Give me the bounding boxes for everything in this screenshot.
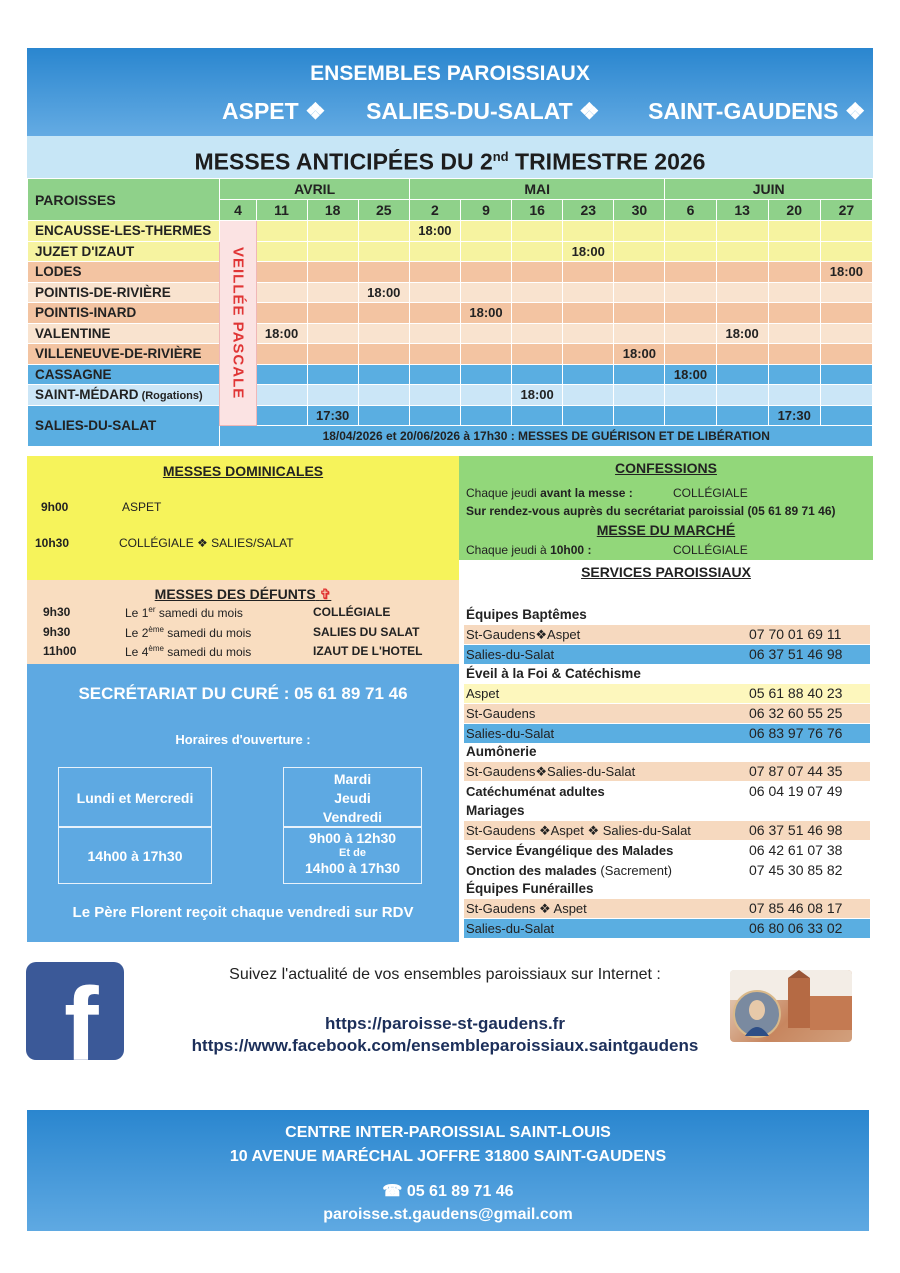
schedule-row <box>28 262 873 283</box>
mass-time-cell <box>768 323 820 344</box>
mass-time-cell <box>768 221 820 242</box>
parish-name: VALENTINE <box>28 323 220 344</box>
messe-marche-place: COLLÉGIALE <box>673 543 748 557</box>
facebook-link[interactable]: https://www.facebook.com/ensembleparoissiaux.saintgaudens <box>191 1036 699 1055</box>
mass-time-cell <box>256 241 307 262</box>
mass-time-cell: 18:00 <box>820 262 872 283</box>
mass-time-cell <box>358 385 409 406</box>
mass-time-cell <box>768 241 820 262</box>
defunt-place: IZAUT DE L'HOTEL <box>313 644 423 658</box>
mass-time-cell <box>716 344 768 365</box>
mass-time-cell: 17:30 <box>768 405 820 426</box>
mass-time-cell <box>665 241 716 262</box>
mass-time-cell <box>256 221 307 242</box>
defunt-place: SALIES DU SALAT <box>313 625 420 639</box>
veillee-pascale-label: VEILLÉE PASCALE <box>220 221 256 426</box>
day-header: 2 <box>409 200 460 221</box>
dominicale-time: 9h00 <box>41 500 69 514</box>
confessions-line: Chaque jeudi avant la messe : <box>466 486 633 500</box>
footer-email[interactable]: paroisse.st.gaudens@gmail.com <box>323 1206 573 1223</box>
dominicale-place: ASPET <box>122 500 162 514</box>
mass-time-cell <box>665 221 716 242</box>
dominicale-time: 10h30 <box>35 536 70 550</box>
header-banner <box>27 48 873 136</box>
parish-name: VILLENEUVE-DE-RIVIÈRE <box>28 344 220 365</box>
phone-icon: ☎ <box>382 1183 403 1200</box>
confessions-title: CONFESSIONS <box>615 460 717 476</box>
schedule-row <box>28 385 873 406</box>
mass-time-cell <box>820 323 872 344</box>
service-row: St-Gaudens❖Salies-du-Salat 07 87 07 44 35 <box>464 762 870 781</box>
mass-time-cell <box>614 282 665 303</box>
parish-name: SAINT-MÉDARD (Rogations) <box>28 385 220 406</box>
right-hours-1: 9h00 à 12h30 <box>308 830 397 846</box>
confessions-rdv: Sur rendez-vous auprès du secrétariat paroissial (05 61 89 71 46) <box>466 504 836 518</box>
secretariat-note: Le Père Florent reçoit chaque vendredi sur RDV <box>72 904 414 921</box>
mass-time-cell <box>716 262 768 283</box>
schedule-footnote: 18/04/2026 et 20/06/2026 à 17h30 : MESSES DE GUÉRISON ET DE LIBÉRATION <box>220 426 873 447</box>
secretariat-title: SECRÉTARIAT DU CURÉ : 05 61 89 71 46 <box>78 684 408 703</box>
mass-time-cell <box>409 303 460 324</box>
services-panel <box>459 560 873 942</box>
mass-time-cell <box>460 323 511 344</box>
day-header: 20 <box>768 200 820 221</box>
parish-name: ENCAUSSE-LES-THERMES <box>28 221 220 242</box>
defunt-day: Le 2ème samedi du mois <box>125 625 252 640</box>
mass-time-cell <box>614 221 665 242</box>
mass-time-cell <box>563 221 614 242</box>
eveil-heading: Éveil à la Foi & Catéchisme <box>466 666 641 681</box>
parish-name: JUZET D'IZAUT <box>28 241 220 262</box>
facebook-icon[interactable] <box>26 962 124 1060</box>
mass-time-cell: 18:00 <box>256 323 307 344</box>
mass-time-cell <box>563 282 614 303</box>
place-aspet: ASPET ❖ <box>222 98 326 124</box>
mass-time-cell <box>768 262 820 283</box>
mass-time-cell <box>768 364 820 385</box>
mass-time-cell <box>614 303 665 324</box>
parish-name: POINTIS-INARD <box>28 303 220 324</box>
mass-time-cell <box>665 344 716 365</box>
mass-time-cell <box>512 262 563 283</box>
parish-name: CASSAGNE <box>28 364 220 385</box>
mass-time-cell <box>307 344 358 365</box>
messe-marche-line: Chaque jeudi à 10h00 : <box>466 543 592 557</box>
mass-time-cell <box>768 282 820 303</box>
mass-time-cell <box>512 364 563 385</box>
schedule-row <box>28 303 873 324</box>
church-photo <box>730 970 852 1042</box>
mass-time-cell <box>256 344 307 365</box>
mass-time-cell <box>820 344 872 365</box>
schedule-table <box>27 178 873 447</box>
cross-icon: ✞ <box>319 586 332 602</box>
parish-name: LODES <box>28 262 220 283</box>
right-hours-2: 14h00 à 17h30 <box>305 860 400 876</box>
mass-time-cell: 18:00 <box>512 385 563 406</box>
mass-time-cell: 18:00 <box>665 364 716 385</box>
service-row: Catéchuménat adultes 06 04 19 07 49 <box>466 783 843 799</box>
schedule-row <box>28 405 873 426</box>
mass-time-cell <box>409 262 460 283</box>
aumonerie-heading: Aumônerie <box>466 744 537 759</box>
place-saint-gaudens: SAINT-GAUDENS ❖ <box>648 98 866 124</box>
defunt-time: 9h30 <box>43 605 71 619</box>
defunts-title: MESSES DES DÉFUNTS ✞ <box>154 586 332 602</box>
service-row: St-Gaudens 06 32 60 55 25 <box>464 704 870 723</box>
mass-time-cell <box>358 221 409 242</box>
schedule-row <box>28 241 873 262</box>
mass-time-cell <box>716 221 768 242</box>
paroisses-header: PAROISSES <box>28 179 220 221</box>
month-header: MAI <box>409 179 665 200</box>
mass-time-cell <box>307 303 358 324</box>
mass-time-cell: 18:00 <box>563 241 614 262</box>
mass-time-cell <box>820 405 872 426</box>
day-header: 30 <box>614 200 665 221</box>
mass-time-cell <box>563 323 614 344</box>
mass-time-cell <box>307 262 358 283</box>
mass-time-cell <box>820 364 872 385</box>
mass-time-cell <box>512 323 563 344</box>
mass-time-cell: 18:00 <box>460 303 511 324</box>
schedule-row <box>28 323 873 344</box>
mass-time-cell <box>358 364 409 385</box>
day-header: 11 <box>256 200 307 221</box>
secretariat-panel <box>27 664 459 942</box>
mass-time-cell <box>716 303 768 324</box>
confessions-panel <box>459 456 873 560</box>
mass-time-cell <box>460 241 511 262</box>
mass-time-cell <box>256 282 307 303</box>
mass-time-cell <box>665 323 716 344</box>
day-header: 4 <box>220 200 256 221</box>
schedule-row <box>28 221 873 242</box>
day-header: 16 <box>512 200 563 221</box>
mass-time-cell <box>256 405 307 426</box>
mass-time-cell <box>358 303 409 324</box>
mass-time-cell <box>307 282 358 303</box>
mass-time-cell <box>256 262 307 283</box>
page-subtitle: MESSES ANTICIPÉES DU 2nd TRIMESTRE 2026 <box>27 136 873 178</box>
mass-time-cell <box>460 405 511 426</box>
mass-time-cell <box>768 344 820 365</box>
defunt-day: Le 4ème samedi du mois <box>125 644 252 659</box>
mass-time-cell <box>460 385 511 406</box>
mariages-heading: Mariages <box>466 803 525 818</box>
defunt-place: COLLÉGIALE <box>313 605 391 619</box>
confessions-place: COLLÉGIALE <box>673 486 748 500</box>
mass-time-cell <box>716 385 768 406</box>
service-row: St-Gaudens ❖ Aspet 07 85 46 08 17 <box>464 899 870 918</box>
service-row: Onction des malades (Sacrement) 07 45 30 85 82 <box>466 862 843 878</box>
right-day: Vendredi <box>322 809 383 825</box>
mass-time-cell <box>563 303 614 324</box>
mass-time-cell: 18:00 <box>409 221 460 242</box>
mass-time-cell <box>665 303 716 324</box>
website-link[interactable]: https://paroisse-st-gaudens.fr <box>325 1014 565 1033</box>
header-places <box>222 98 899 125</box>
service-row: Salies-du-Salat 06 37 51 46 98 <box>464 645 870 664</box>
mass-time-cell <box>409 344 460 365</box>
mass-time-cell <box>512 405 563 426</box>
day-header: 18 <box>307 200 358 221</box>
mass-time-cell <box>614 241 665 262</box>
mass-time-cell <box>512 282 563 303</box>
messes-dominicales-panel <box>27 456 459 580</box>
defunt-day: Le 1er samedi du mois <box>125 605 243 620</box>
mass-time-cell <box>256 385 307 406</box>
mass-time-cell: 18:00 <box>358 282 409 303</box>
mass-time-cell <box>820 282 872 303</box>
day-header: 25 <box>358 200 409 221</box>
defunt-time: 9h30 <box>43 625 71 639</box>
mass-time-cell <box>563 405 614 426</box>
mass-time-cell <box>409 405 460 426</box>
left-hours-box <box>58 827 212 884</box>
mass-time-cell <box>460 282 511 303</box>
mass-time-cell <box>358 262 409 283</box>
mass-time-cell <box>460 262 511 283</box>
mass-time-cell <box>409 323 460 344</box>
facebook-letter: f <box>64 967 99 1060</box>
schedule-row <box>28 282 873 303</box>
mass-time-cell <box>614 364 665 385</box>
mass-time-cell <box>614 385 665 406</box>
mass-time-cell <box>256 303 307 324</box>
right-days-box <box>283 767 422 827</box>
footer-phone: ☎ 05 61 89 71 46 <box>382 1183 514 1200</box>
mass-time-cell <box>563 385 614 406</box>
mass-time-cell <box>563 364 614 385</box>
schedule-row <box>28 344 873 365</box>
mass-time-cell <box>716 364 768 385</box>
mass-time-cell <box>716 282 768 303</box>
schedule-row <box>28 364 873 385</box>
funerailles-heading: Équipes Funérailles <box>466 881 594 896</box>
footer-banner <box>27 1110 869 1231</box>
parish-name: POINTIS-DE-RIVIÈRE <box>28 282 220 303</box>
service-row: Salies-du-Salat 06 83 97 76 76 <box>464 724 870 743</box>
right-hours-box <box>283 827 422 884</box>
mass-time-cell <box>614 405 665 426</box>
service-row: St-Gaudens❖Aspet 07 70 01 69 11 <box>464 625 870 644</box>
day-header: 9 <box>460 200 511 221</box>
mass-time-cell <box>307 241 358 262</box>
parish-name: SALIES-DU-SALAT <box>28 405 220 446</box>
place-salies: SALIES-DU-SALAT ❖ <box>366 98 600 124</box>
mass-time-cell <box>716 241 768 262</box>
mass-time-cell <box>307 385 358 406</box>
mass-time-cell <box>512 241 563 262</box>
mass-time-cell <box>460 221 511 242</box>
mass-time-cell <box>409 364 460 385</box>
day-header: 13 <box>716 200 768 221</box>
mass-time-cell <box>460 344 511 365</box>
right-hours-and: Et de <box>339 847 366 859</box>
mass-time-cell <box>665 262 716 283</box>
mass-time-cell <box>512 303 563 324</box>
day-header: 6 <box>665 200 716 221</box>
mass-time-cell <box>358 405 409 426</box>
mass-time-cell <box>563 262 614 283</box>
mass-time-cell <box>409 241 460 262</box>
left-days: Lundi et Mercredi <box>76 790 194 806</box>
mass-time-cell <box>358 323 409 344</box>
footer-line1: CENTRE INTER-PAROISSIAL SAINT-LOUIS <box>285 1124 611 1141</box>
mass-time-cell <box>409 282 460 303</box>
mass-time-cell <box>665 385 716 406</box>
mass-time-cell <box>307 221 358 242</box>
header-title: ENSEMBLES PAROISSIAUX <box>310 62 590 85</box>
right-day: Mardi <box>333 771 372 787</box>
service-row: Service Évangélique des Malades 06 42 61 07 38 <box>466 842 843 858</box>
mass-time-cell <box>665 282 716 303</box>
mass-time-cell <box>820 303 872 324</box>
defunt-time: 11h00 <box>43 644 77 658</box>
mass-time-cell <box>512 344 563 365</box>
day-header: 23 <box>563 200 614 221</box>
service-row: Aspet 05 61 88 40 23 <box>464 684 870 703</box>
mass-time-cell <box>614 262 665 283</box>
messe-marche-title: MESSE DU MARCHÉ <box>596 522 736 538</box>
service-row: Salies-du-Salat 06 80 06 33 02 <box>464 919 870 938</box>
left-days-box <box>58 767 212 827</box>
day-header: 27 <box>820 200 872 221</box>
mass-time-cell <box>358 344 409 365</box>
mass-time-cell <box>614 323 665 344</box>
dominicales-title: MESSES DOMINICALES <box>162 463 324 479</box>
mass-time-cell <box>307 323 358 344</box>
services-title: SERVICES PAROISSIAUX <box>581 564 751 580</box>
month-header: AVRIL <box>220 179 409 200</box>
mass-time-cell <box>768 385 820 406</box>
baptemes-heading: Équipes Baptêmes <box>466 607 587 622</box>
mass-time-cell <box>820 385 872 406</box>
mass-time-cell <box>820 241 872 262</box>
dominicale-place: COLLÉGIALE ❖ SALIES/SALAT <box>119 536 294 550</box>
mass-time-cell <box>563 344 614 365</box>
mass-time-cell: 18:00 <box>716 323 768 344</box>
left-hours: 14h00 à 17h30 <box>87 848 183 864</box>
mass-time-cell <box>820 221 872 242</box>
mass-time-cell <box>512 221 563 242</box>
mass-time-cell: 18:00 <box>614 344 665 365</box>
hours-label: Horaires d'ouverture : <box>175 732 311 747</box>
month-header: JUIN <box>665 179 873 200</box>
mass-time-cell <box>307 364 358 385</box>
mass-time-cell <box>409 385 460 406</box>
mass-time-cell <box>460 364 511 385</box>
footer-line2: 10 AVENUE MARÉCHAL JOFFRE 31800 SAINT-GAUDENS <box>229 1148 667 1165</box>
messes-defunts-panel <box>27 580 459 664</box>
mass-time-cell <box>716 405 768 426</box>
follow-text: Suivez l'actualité de vos ensembles paroissiaux sur Internet : <box>229 966 661 983</box>
mass-time-cell <box>768 303 820 324</box>
mass-time-cell <box>665 405 716 426</box>
service-row: St-Gaudens ❖Aspet ❖ Salies-du-Salat 06 37 51 46 98 <box>464 821 870 840</box>
mass-time-cell: 17:30 <box>307 405 358 426</box>
right-day: Jeudi <box>334 790 371 806</box>
mass-time-cell <box>256 364 307 385</box>
mass-time-cell <box>358 241 409 262</box>
